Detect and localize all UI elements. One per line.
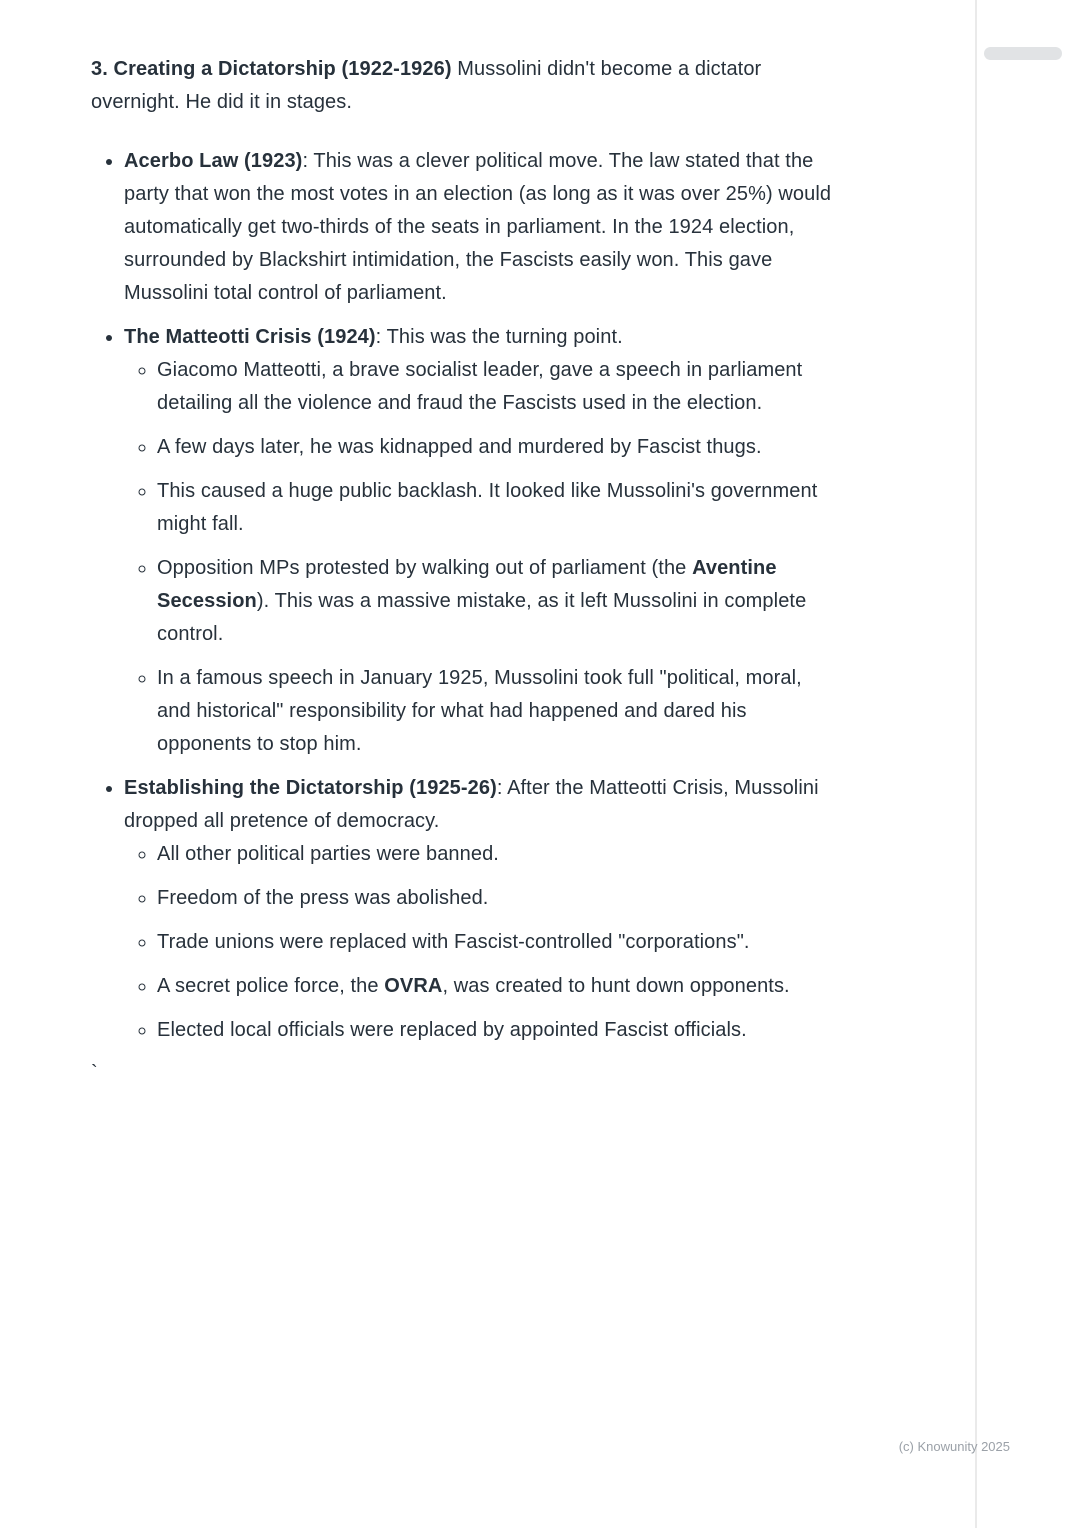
sub-bullet-text: ). This was a massive mistake, as it left Mussolini in complete control. [157, 590, 807, 645]
stray-character: ` [91, 1062, 98, 1084]
bullet-matteotti-crisis [124, 321, 836, 761]
bullet-text: : After the Matteotti Crisis, Mussolini dropped all pretence of democracy. [124, 777, 819, 832]
sub-bullet-text: Elected local officials were replaced by appointed Fascist officials. [157, 1019, 747, 1041]
section-intro-text: Mussolini didn't become a dictator overnight. He did it in stages. [91, 58, 762, 113]
section-title: 3. Creating a Dictatorship (1922-1926) [91, 58, 452, 80]
sub-bullet-bold: OVRA [384, 975, 443, 997]
sub-bullet-list [124, 354, 836, 761]
bullet-term: Acerbo Law (1923) [124, 150, 303, 172]
sub-bullet-bold: Aventine Secession [157, 557, 777, 612]
scrollbar-thumb[interactable] [984, 47, 1062, 60]
sub-bullet-text: Giacomo Matteotti, a brave socialist leader, gave a speech in parliament detailing all the violence and fraud the Fascists used in the election. [157, 359, 803, 414]
sub-bullet-list [124, 838, 836, 1047]
main-bullet-list [91, 145, 836, 1047]
bullet-term: Establishing the Dictatorship (1925-26) [124, 777, 497, 799]
sub-bullet-text: All other political parties were banned. [157, 843, 499, 865]
sub-bullet-text: In a famous speech in January 1925, Mussolini took full "political, moral, and historical" responsibility for what had happened and dared his opponents to stop him. [157, 667, 802, 755]
bullet-text: : This was the turning point. [375, 326, 623, 348]
copyright-watermark: (c) Knowunity 2025 [898, 1439, 1010, 1454]
sub-bullet-text: Opposition MPs protested by walking out of parliament (the [157, 557, 693, 579]
sub-bullet-text: A few days later, he was kidnapped and murdered by Fascist thugs. [157, 436, 762, 458]
bullet-acerbo-law [124, 145, 836, 310]
sub-bullet-matteotti-speech [157, 354, 836, 420]
sub-bullet-kidnapped [157, 431, 836, 464]
sub-bullet-parties-banned [157, 838, 836, 871]
sub-bullet-trade-unions [157, 926, 836, 959]
sub-bullet-aventine-secession [157, 552, 836, 651]
sub-bullet-press-abolished [157, 882, 836, 915]
sub-bullet-local-officials [157, 1014, 836, 1047]
sub-bullet-backlash [157, 475, 836, 541]
sub-bullet-ovra [157, 970, 836, 1003]
bullet-establishing-dictatorship [124, 772, 836, 1047]
sub-bullet-text: Trade unions were replaced with Fascist-controlled "corporations". [157, 931, 750, 953]
section-heading [91, 53, 836, 119]
sub-bullet-text: A secret police force, the [157, 975, 385, 997]
sub-bullet-text: Freedom of the press was abolished. [157, 887, 489, 909]
sub-bullet-text: This caused a huge public backlash. It looked like Mussolini's government might fall. [157, 480, 818, 535]
bullet-term: The Matteotti Crisis (1924) [124, 326, 376, 348]
document-content [91, 53, 836, 1090]
page-edge-divider [975, 0, 977, 1528]
bullet-text: : This was a clever political move. The law stated that the party that won the most votes in an election (as long as it was over 25%) would automatically get two-thirds of the seats in parliament. In the 1924 election, surrounded by Blackshirt intimidation, the Fascists easily won. This gave Mussolini total control of parliament. [124, 150, 832, 304]
sub-bullet-text: , was created to hunt down opponents. [442, 975, 790, 997]
sub-bullet-january-1925-speech [157, 662, 836, 761]
